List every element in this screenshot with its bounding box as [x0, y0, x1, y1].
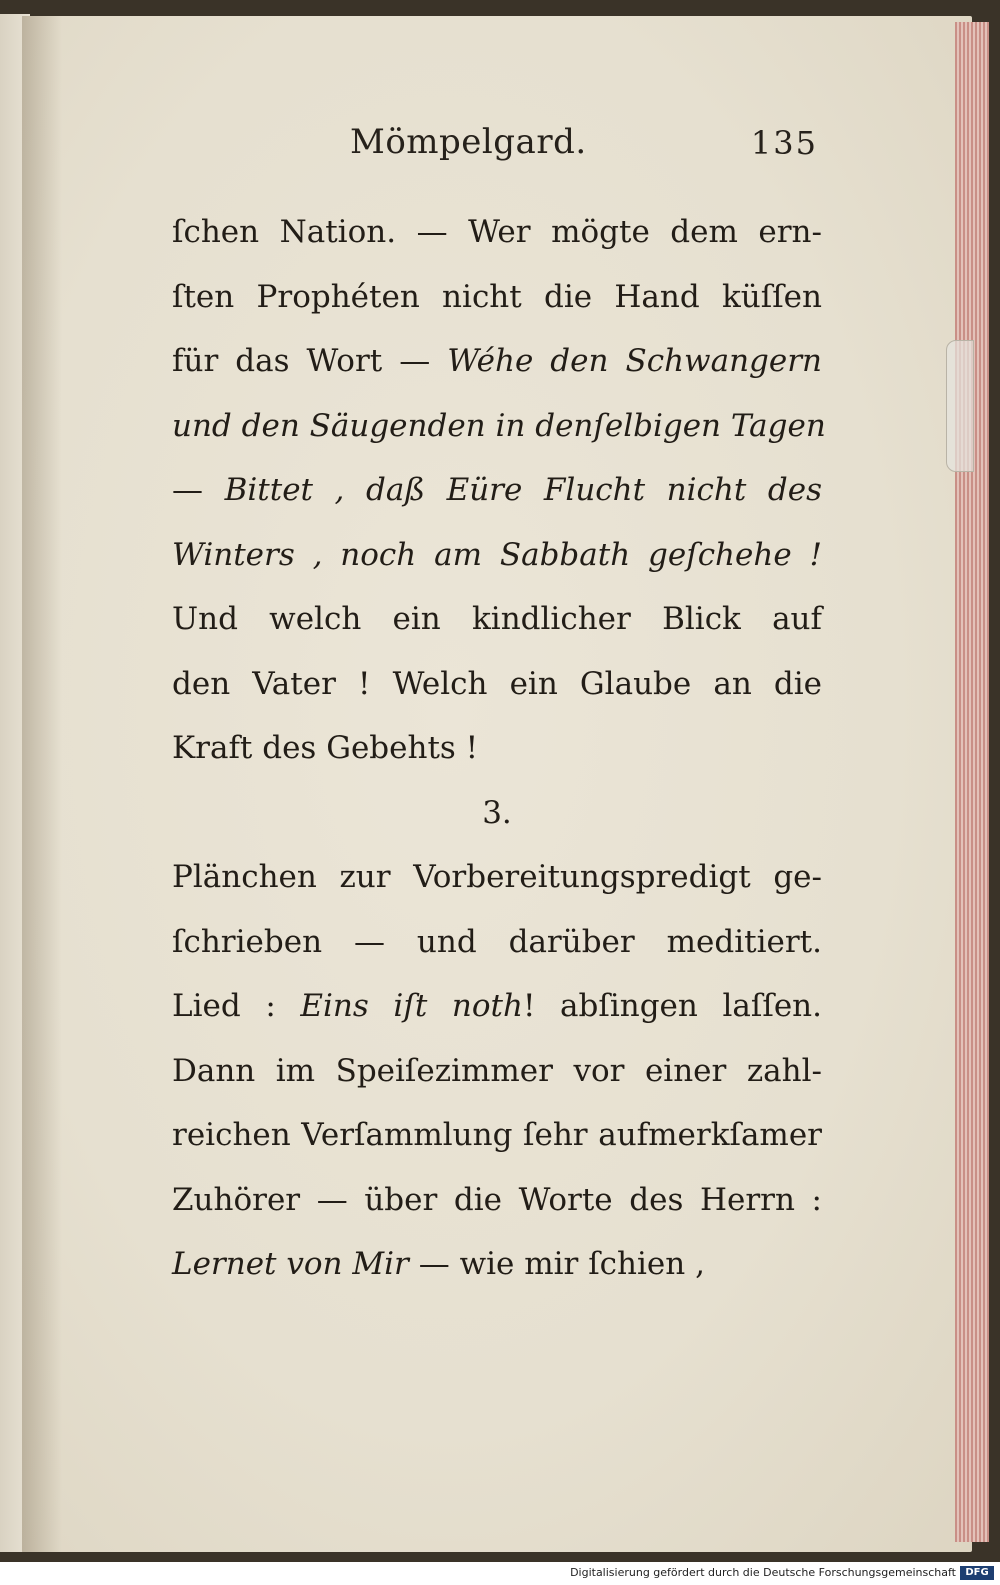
running-title: Mömpelgard.: [350, 122, 587, 162]
digitization-credit: Digitalisierung gefördert durch die Deutsche Forschungsgemeinschaft: [570, 1566, 956, 1579]
text-line: [172, 1039, 822, 1104]
text-line: [172, 587, 822, 652]
text-segment: ! abſingen laſſen.: [522, 988, 822, 1024]
text-segment: ſchrieben — und darüber meditiert.: [172, 923, 822, 960]
page-stack-edge: [955, 22, 989, 1542]
italic-segment: Wéhe den Schwangern: [447, 343, 823, 379]
text-line: [172, 974, 822, 1039]
text-line: [172, 394, 826, 459]
body-text: [172, 200, 826, 1297]
text-segment: 3.: [482, 794, 512, 831]
text-segment: Dann im Speiſezimmer vor einer zahl-: [172, 1052, 822, 1089]
text-segment: Kraft des Gebehts !: [172, 730, 479, 766]
gutter-shadow: [22, 16, 62, 1552]
page-header: [340, 118, 820, 178]
text-line: [172, 652, 822, 717]
italic-segment: und den Säugenden in denſelbigen Tagen: [172, 407, 826, 444]
text-line: [172, 329, 822, 394]
text-segment: Und welch ein kindlicher Blick auf: [172, 601, 822, 637]
text-line: [172, 910, 822, 975]
bookmark-tab: [946, 340, 974, 472]
text-line: [172, 458, 822, 523]
text-line: [172, 845, 822, 910]
text-line: [172, 1168, 822, 1233]
italic-segment: Eins iſt noth: [300, 988, 523, 1024]
text-segment: für das Wort —: [172, 343, 448, 379]
text-segment: Lied :: [172, 988, 301, 1024]
italic-segment: Bittet , daß Eüre Flucht nicht des: [224, 472, 822, 508]
text-line: [172, 1232, 822, 1297]
text-segment: ſchen Nation. — Wer mögte dem ern-: [172, 214, 822, 250]
text-line: [172, 1103, 822, 1168]
italic-segment: Winters , noch am Sabbath geſchehe !: [172, 536, 822, 573]
dfg-logo: DFG: [960, 1566, 994, 1580]
text-line: [172, 523, 822, 588]
text-segment: den Vater ! Welch ein Glaube an die: [172, 665, 822, 702]
text-line: [172, 200, 822, 265]
text-segment: reichen Verſammlung ſehr aufmerkſamer: [172, 1117, 822, 1153]
page-number: 135: [750, 124, 818, 162]
text-line: [172, 265, 822, 330]
text-segment: —: [172, 472, 225, 508]
text-segment: ſten Prophéten nicht die Hand küſſen: [172, 278, 822, 315]
section-number: [172, 781, 822, 846]
text-line: [172, 716, 822, 781]
text-segment: — wie mir ſchien ,: [408, 1246, 705, 1282]
text-segment: Zuhörer — über die Worte des Herrn :: [172, 1181, 822, 1218]
text-segment: Plänchen zur Vorbereitungspredigt ge-: [172, 859, 822, 895]
italic-segment: Lernet von Mir: [172, 1246, 409, 1282]
